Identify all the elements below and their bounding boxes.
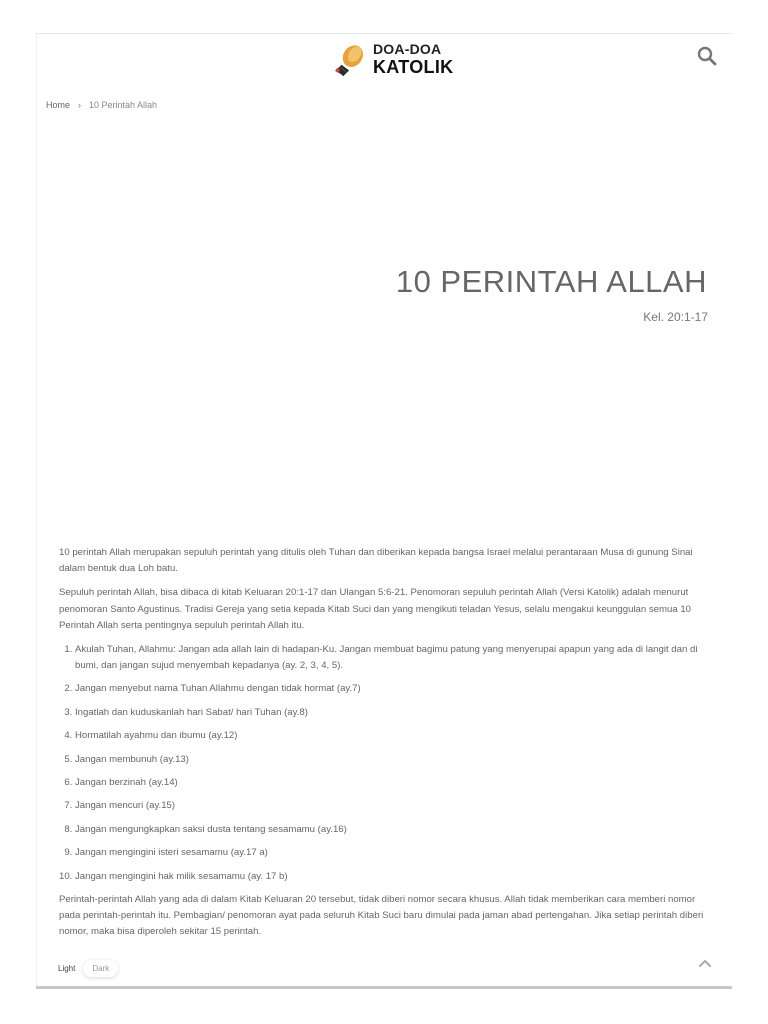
bottom-divider: [36, 986, 732, 989]
list-item: 5. Jangan membunuh (ay.13): [75, 752, 709, 768]
commandments-list: [59, 642, 709, 885]
list-item: 3. Ingatlah dan kuduskanlah hari Sabat/ hari Tuhan (ay.8): [75, 705, 709, 721]
breadcrumb-current: 10 Perintah Allah: [89, 100, 158, 110]
site-logo[interactable]: [332, 40, 453, 78]
chevron-right-icon: ›: [78, 100, 82, 110]
theme-dark-option[interactable]: Dark: [83, 960, 118, 977]
article-body: [59, 545, 709, 949]
list-item: 7. Jangan mencuri (ay.15): [75, 798, 709, 814]
intro-paragraph-2: Sepuluh perintah Allah, bisa dibaca di kitab Keluaran 20:1-17 dan Ulangan 5:6-21. Penomoran sepuluh perintah Allah (Versi Katolik) adalah menurut penomoran Santo Agustinus. Tradisi Gereja yang setia kepada Kitab Suci dan yang mengikuti teladan Yesus, selalu mengakui keunggulan semua 10 Perintah Allah serta pentingnya sepuluh perintah Allah itu.: [59, 587, 692, 631]
breadcrumb: [46, 100, 157, 110]
list-item: 8. Jangan mengungkapkan saksi dusta tentang sesamamu (ay.16): [75, 822, 709, 838]
theme-switch: [58, 960, 118, 977]
intro-paragraph-1: 10 perintah Allah merupakan sepuluh perintah yang ditulis oleh Tuhan dan diberikan kepada bangsa Israel melalui perantaraan Musa di gunung Sinai dalam bentuk dua Loh batu.: [59, 547, 693, 575]
praying-hands-icon: [332, 40, 370, 78]
scroll-to-top-button[interactable]: [697, 955, 713, 971]
search-button[interactable]: [696, 45, 718, 67]
site-header: [36, 34, 732, 82]
list-item: 9. Jangan menginginі isteri sesamamu (ay.17 a): [75, 845, 709, 861]
logo-text-top: DOA-DOA: [373, 41, 442, 57]
theme-light-option[interactable]: Light: [58, 964, 76, 973]
page-subtitle: Kel. 20:1-17: [643, 310, 708, 324]
closing-paragraph: Perintah-perintah Allah yang ada di dalam Kitab Keluaran 20 tersebut, tidak diberi nomor secara khusus. Allah tidak memberikan cara memberi nomor pada perintah-perintah itu. Pembagian/ penomoran ayat pada seluruh Kitab Suci baru dimulai pada jaman abad pertengahan. Jika setiap perintah diberi nomor, maka bisa diperoleh sekitar 15 perintah.: [59, 893, 704, 938]
chevron-up-icon: [697, 955, 713, 971]
search-icon: [696, 45, 718, 67]
page-title: 10 PERINTAH ALLAH: [395, 264, 707, 299]
breadcrumb-home-link[interactable]: Home: [46, 100, 71, 110]
list-item: 4. Hormatilah ayahmu dan ibumu (ay.12): [75, 728, 709, 744]
list-item: 1. Akulah Tuhan, Allahmu: Jangan ada allah lain di hadapan-Ku. Jangan membuat bagimu patung yang menyerupai apapun yang ada di langit dan di bumi, dan jangan sujud menyembah kepadanya (ay. 2, 3, 4, 5).: [75, 642, 709, 674]
list-item: 10. Jangan menginginі hak milik sesamamu (ay. 17 b): [75, 869, 709, 885]
list-item: 6. Jangan berzinah (ay.14): [75, 775, 709, 791]
list-item: 2. Jangan menyebut nama Tuhan Allahmu dengan tidak hormat (ay.7): [75, 681, 709, 697]
logo-text-bottom: KATOLIK: [373, 57, 454, 77]
